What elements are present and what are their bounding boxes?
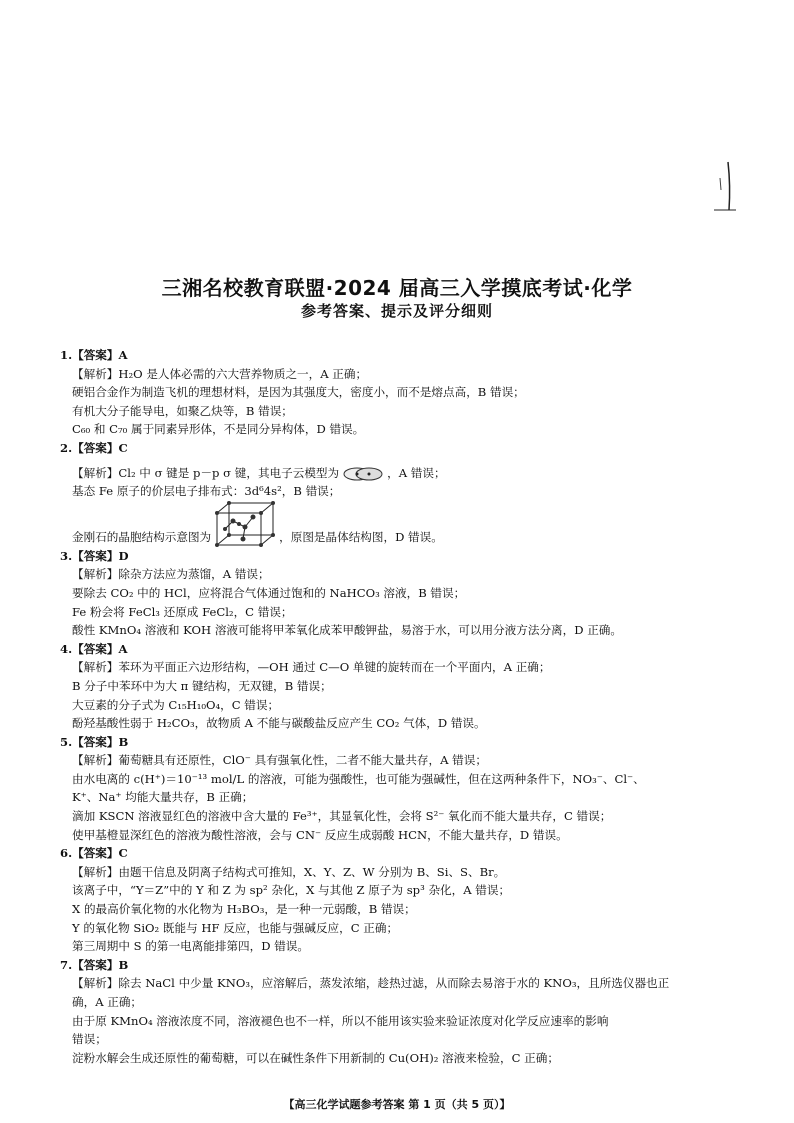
analysis-line: Fe 粉会将 FeCl₃ 还原成 FeCl₂，C 错误； [72, 604, 293, 619]
analysis-line: 第三周期中 S 的第一电离能排第四，D 错误。 [72, 939, 309, 954]
answer-4: 4.【答案】A [60, 641, 128, 656]
analysis-line: 由于原 KMnO₄ 溶液浓度不同，溶液褪色也不一样，所以不能用该实验来验证浓度对化学反应速率的影响 [72, 1013, 609, 1028]
analysis-line: 滴加 KSCN 溶液显红色的溶液中含大量的 Fe³⁺，其显氧化性，会将 S²⁻ 氧化而不能大量共存，C 错误； [72, 809, 612, 824]
analysis-text: 【解析】Cl₂ 中 σ 键是 p－p σ 键，其电子云模型为 [72, 465, 340, 480]
analysis-line: 该离子中，“Y＝Z”中的 Y 和 Z 为 sp² 杂化，X 与其他 Z 原子为 sp³ 杂化，A 错误； [72, 883, 511, 898]
answer-7: 7.【答案】B [60, 957, 129, 972]
analysis-line: B 分子中苯环中为大 π 键结构，无双键，B 错误； [72, 678, 332, 693]
analysis-line: 【解析】除去 NaCl 中少量 KNO₃，应溶解后，蒸发浓缩，趁热过滤，从而除去易溶于水的 KNO₃，且所选仪器也正 [72, 976, 670, 991]
analysis-line: 【解析】葡萄糖具有还原性，ClO⁻ 具有强氧化性，二者不能大量共存，A 错误； [72, 753, 487, 768]
analysis-line: K⁺、Na⁺ 均能大量共存，B 正确； [72, 790, 254, 805]
analysis-line: 要除去 CO₂ 中的 HCl，应将混合气体通过饱和的 NaHCO₃ 溶液，B 错误； [72, 585, 466, 600]
analysis-text: 金刚石的晶胞结构示意图为 [72, 530, 212, 545]
analysis-line: 由水电离的 c(H⁺)＝10⁻¹³ mol/L 的溶液，可能为强酸性，也可能为强碱性，但在这两种条件下，NO₃⁻、Cl⁻、 [72, 771, 645, 786]
analysis-text: ，A 错误； [387, 465, 446, 480]
analysis-line: 【解析】H₂O 是人体必需的六大营养物质之一，A 正确； [72, 366, 368, 381]
diamond-unit-cell-icon [213, 501, 277, 547]
analysis-line: Y 的氧化物 SiO₂ 既能与 HF 反应，也能与强碱反应，C 正确； [72, 920, 399, 935]
analysis-line: 有机大分子能导电，如聚乙炔等，B 错误； [72, 403, 293, 418]
analysis-line: 使甲基橙显深红色的溶液为酸性溶液，会与 CN⁻ 反应生成弱酸 HCN，不能大量共存，D 错误。 [72, 827, 568, 842]
analysis-line: 确，A 正确； [72, 995, 143, 1009]
analysis-line: 硬铝合金作为制造飞机的理想材料，是因为其强度大，密度小，而不是熔点高，B 错误； [72, 385, 525, 400]
analysis-line: 酚羟基酸性弱于 H₂CO₃，故物质 A 不能与碳酸盐反应产生 CO₂ 气体，D 错误。 [72, 716, 486, 731]
analysis-text: ，原图是晶体结构图，D 错误。 [279, 530, 443, 545]
answer-content [60, 346, 750, 1067]
scan-mark [706, 160, 736, 220]
analysis-line: 酸性 KMnO₄ 溶液和 KOH 溶液可能将甲苯氧化成苯甲酸钾盐，易溶于水，可以用分液方法分离，D 正确。 [72, 623, 622, 638]
analysis-line [60, 501, 750, 547]
page-title: 三湘名校教育联盟·2024 届高三入学摸底考试·化学 [161, 276, 633, 300]
electron-cloud-icon [341, 466, 385, 482]
answer-3: 3.【答案】D [60, 548, 129, 563]
analysis-line: 【解析】除杂方法应为蒸馏，A 错误； [72, 567, 270, 582]
answer-1: 1.【答案】A [60, 348, 128, 362]
answer-5: 5.【答案】B [60, 734, 129, 749]
analysis-line: C₆₀ 和 C₇₀ 属于同素异形体，不是同分异构体，D 错误。 [72, 422, 365, 437]
analysis-line: 淀粉水解会生成还原性的葡萄糖，可以在碱性条件下用新制的 Cu(OH)₂ 溶液来检验，C 正确； [72, 1050, 559, 1065]
answer-2: 2.【答案】C [60, 440, 128, 455]
answer-6: 6.【答案】C [60, 846, 128, 861]
page-subtitle: 参考答案、提示及评分细则 [300, 302, 493, 320]
analysis-line: 错误； [72, 1032, 107, 1047]
analysis-line: 【解析】苯环为平面正六边形结构，—OH 通过 C—O 单键的旋转而在一个平面内，A 正确； [72, 660, 551, 675]
analysis-line: X 的最高价氧化物的水化物为 H₃BO₃，是一种一元弱酸，B 错误； [72, 902, 416, 917]
page-footer: 【高三化学试题参考答案 第 1 页（共 5 页）】 [283, 1098, 511, 1111]
analysis-line: 基态 Fe 原子的价层电子排布式：3d⁶4s²，B 错误； [72, 484, 341, 499]
analysis-line [60, 464, 750, 483]
analysis-line: 大豆素的分子式为 C₁₅H₁₀O₄，C 错误； [72, 697, 280, 712]
analysis-line: 【解析】由题干信息及阴离子结构式可推知，X、Y、Z、W 分别为 B、Si、S、Br。 [72, 864, 506, 879]
